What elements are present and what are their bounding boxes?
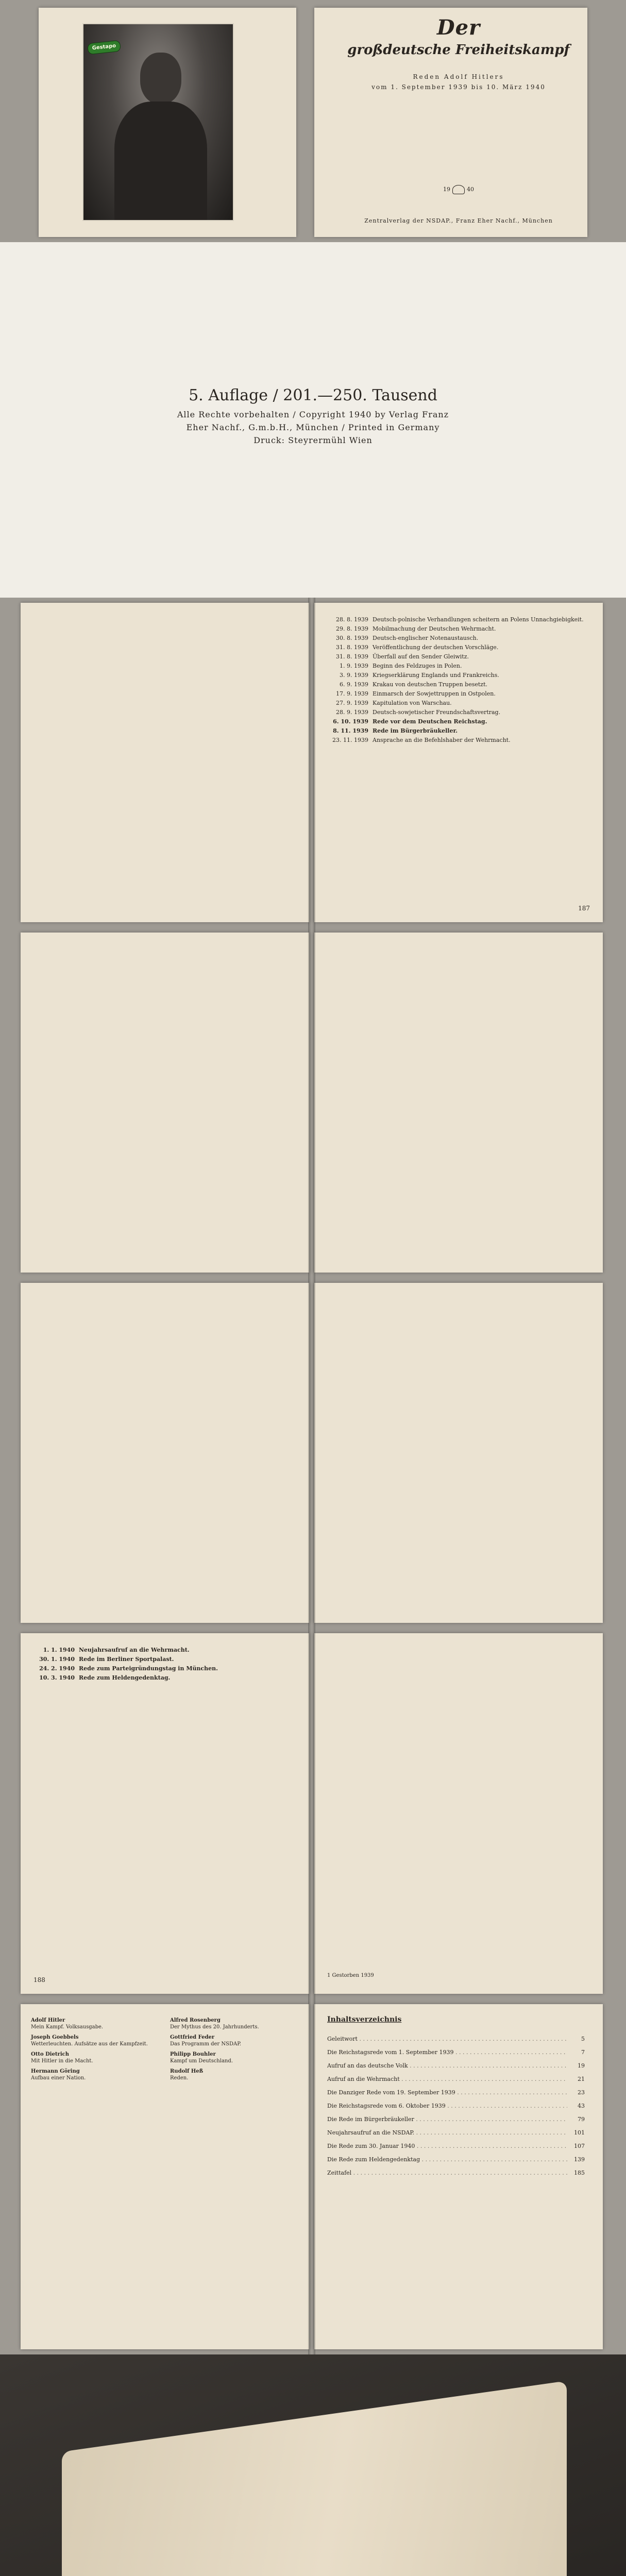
chrono-row (327, 625, 590, 633)
chrono-entry: Deutsch-polnische Verhandlungen scheitern an Polens Unnachgiebigkeit. (373, 616, 584, 623)
toc-row (327, 2059, 585, 2073)
printer-line: Druck: Steyrermühl Wien (253, 435, 373, 445)
toc-title: Geleitwort . . . (327, 2032, 567, 2046)
toc-page: 101 (574, 2129, 585, 2136)
chrono-date: 30. 1. 1940 (39, 1656, 75, 1663)
chrono-entry: Deutsch-sowjetischer Freundschaftsvertrag. (373, 709, 501, 716)
page-number: 188 (33, 1976, 45, 1984)
chronology-list (33, 1646, 296, 1683)
advert-item (170, 2068, 299, 2081)
chronology-page-left (21, 1283, 309, 1623)
toc-row (327, 2032, 585, 2046)
toc-list (327, 2032, 585, 2180)
advert-text: Mein Kampf. Volksausgabe. (31, 2024, 104, 2030)
advert-item (31, 2051, 160, 2064)
toc-page: 79 (578, 2116, 585, 2123)
publisher-emblem (442, 183, 476, 196)
book-gutter (308, 598, 315, 927)
chrono-entry: Rede zum Heldengedenktag. (79, 1674, 171, 1681)
chrono-row (327, 643, 590, 651)
emblem-left-text: 19 (443, 186, 450, 193)
toc-title: Die Rede zum Heldengedenktag . . . (327, 2153, 567, 2166)
advert-text: Mit Hitler in die Macht. (31, 2058, 93, 2064)
chrono-entry: Kriegserklärung Englands und Frankreichs. (373, 672, 499, 679)
green-sticker: Gestapo (87, 40, 121, 55)
portrait-head (140, 53, 181, 104)
book-subtitle: Reden Adolf Hitlers (413, 73, 504, 80)
chronology-panel-3 (0, 1278, 626, 1628)
chrono-row (327, 718, 590, 725)
chrono-date: 1. 9. 1939 (340, 663, 368, 669)
chrono-entry: Neujahrsaufruf an die Wehrmacht. (79, 1647, 190, 1653)
chrono-entry: Einmarsch der Sowjettruppen in Ostpolen. (373, 690, 496, 697)
portrait-photo (82, 23, 234, 221)
advert-text: Der Mythus des 20. Jahrhunderts. (170, 2024, 259, 2030)
advert-author: Gottfried Feder (170, 2035, 215, 2040)
chrono-entry: Mobilmachung der Deutschen Wehrmacht. (373, 625, 496, 632)
chrono-date: 27. 9. 1939 (336, 700, 368, 706)
chrono-row (327, 690, 590, 698)
toc-page: 139 (574, 2156, 585, 2163)
chrono-row (327, 671, 590, 679)
advert-item (170, 2051, 299, 2064)
toc-row (327, 2166, 585, 2180)
advert-author: Joseph Goebbels (31, 2035, 79, 2040)
chrono-entry: Krakau von deutschen Truppen besetzt. (373, 681, 487, 688)
publisher-line: Eher Nachf., G.m.b.H., München / Printed in Germany (186, 422, 440, 432)
chronology-list (327, 616, 590, 745)
chrono-date: 29. 8. 1939 (336, 625, 368, 632)
advert-item (31, 2034, 160, 2047)
curled-page (62, 2381, 567, 2576)
advert-author: Philipp Bouhler (170, 2052, 216, 2057)
eagle-icon (452, 185, 465, 194)
chrono-entry: Ansprache an die Befehlshaber der Wehrmacht. (373, 737, 511, 743)
toc-title: Die Rede zum 30. Januar 1940 . . . (327, 2140, 567, 2153)
chrono-entry: Rede zum Parteigründungstag in München. (79, 1665, 218, 1672)
chrono-row (33, 1646, 296, 1654)
chrono-entry: Kapitulation von Warschau. (373, 700, 452, 706)
chrono-entry: Veröffentlichung der deutschen Vorschläge. (373, 644, 499, 651)
toc-row (327, 2073, 585, 2086)
toc-row (327, 2153, 585, 2166)
advert-author: Adolf Hitler (31, 2018, 65, 2023)
chrono-entry: Rede im Bürgerbräukeller. (373, 727, 458, 734)
chrono-date: 30. 8. 1939 (336, 635, 368, 641)
title-der: Der (436, 15, 481, 40)
chronology-page-187 (314, 603, 603, 922)
chrono-entry: Beginn des Feldzuges in Polen. (373, 663, 462, 669)
chronology-page-right (314, 933, 603, 1273)
chrono-date: 23. 11. 1939 (332, 737, 368, 743)
toc-row (327, 2086, 585, 2099)
advert-page (21, 2004, 309, 2349)
toc-title: Zeittafel . . . (327, 2166, 567, 2180)
advert-text: Wetterleuchten. Aufsätze aus der Kampfzeit. (31, 2041, 148, 2047)
advert-item (170, 2017, 299, 2030)
toc-row (327, 2046, 585, 2059)
book-gutter (308, 1628, 315, 1999)
chronology-page-right (314, 1633, 603, 1994)
toc-page: 5 (581, 2036, 585, 2042)
toc-row (327, 2126, 585, 2140)
advert-author: Hermann Göring (31, 2069, 80, 2074)
toc-page: 21 (578, 2076, 585, 2082)
advert-item (31, 2068, 160, 2081)
rights-line: Alle Rechte vorbehalten / Copyright 1940 by Verlag Franz (177, 410, 449, 419)
imprint-panel (0, 242, 626, 598)
chrono-date: 6. 9. 1939 (340, 681, 368, 688)
book-title: großdeutsche Freiheitskampf (347, 42, 570, 58)
advert-text: Aufbau einer Nation. (31, 2075, 86, 2081)
advert-column-left (31, 2017, 160, 2085)
emblem-right-text: 40 (467, 186, 474, 193)
chrono-date: 31. 8. 1939 (336, 653, 368, 660)
chrono-date: 17. 9. 1939 (336, 690, 368, 697)
toc-page: 7 (581, 2049, 585, 2056)
toc-page: 23 (578, 2089, 585, 2096)
chrono-date: 6. 10. 1939 (333, 718, 368, 725)
toc-row (327, 2113, 585, 2126)
toc-page: 43 (578, 2103, 585, 2109)
advert-text: Das Programm der NSDAP. (170, 2041, 242, 2047)
toc-title: Die Reichstagsrede vom 6. Oktober 1939 . . . (327, 2099, 567, 2113)
chrono-row (327, 708, 590, 716)
toc-title: Die Rede im Bürgerbräukeller . . . (327, 2113, 567, 2126)
chronology-page-188 (21, 1633, 309, 1994)
advert-author: Otto Dietrich (31, 2052, 69, 2057)
chrono-row (327, 653, 590, 660)
book-gutter (308, 927, 315, 1278)
toc-title: Aufruf an das deutsche Volk . . . (327, 2059, 567, 2073)
chrono-entry: Rede im Berliner Sportpalast. (79, 1656, 174, 1663)
chrono-row (327, 727, 590, 735)
toc-title: Die Reichstagsrede vom 1. September 1939 . . . (327, 2046, 567, 2059)
toc-page: 185 (574, 2170, 585, 2176)
toc-page: 19 (578, 2062, 585, 2069)
footnote: 1 Gestorben 1939 (327, 1973, 374, 1978)
advert-author: Rudolf Heß (170, 2069, 204, 2074)
advert-item (170, 2034, 299, 2047)
chronology-page-left (21, 933, 309, 1273)
toc-page (314, 2004, 603, 2349)
chrono-date: 24. 2. 1940 (39, 1665, 75, 1672)
chronology-page-right (314, 1283, 603, 1623)
chrono-row (33, 1655, 296, 1663)
edition-line: 5. Auflage / 201.—250. Tausend (189, 386, 437, 404)
chrono-entry: Überfall auf den Sender Gleiwitz. (373, 653, 469, 660)
book-gutter (308, 1999, 315, 2354)
chrono-entry: Rede vor dem Deutschen Reichstag. (373, 718, 487, 725)
chrono-date: 8. 11. 1939 (333, 727, 368, 734)
chrono-entry: Deutsch-englischer Notenaustausch. (373, 635, 479, 641)
publisher-line: Zentralverlag der NSDAP., Franz Eher Nachf., München (364, 217, 553, 224)
advert-author: Alfred Rosenberg (170, 2018, 221, 2023)
chrono-row (327, 699, 590, 707)
chronology-panel-2 (0, 927, 626, 1278)
chrono-row (327, 681, 590, 688)
chronology-panel-4 (0, 1628, 626, 1999)
chrono-date: 28. 9. 1939 (336, 709, 368, 716)
toc-heading: Inhaltsverzeichnis (327, 2015, 402, 2024)
title-spread-panel (0, 0, 626, 242)
chrono-row (327, 616, 590, 623)
book-gutter (308, 1278, 315, 1628)
chrono-row (33, 1674, 296, 1682)
toc-title: Die Danziger Rede vom 19. September 1939 . . . (327, 2086, 567, 2099)
advert-item (31, 2017, 160, 2030)
chrono-date: 3. 9. 1939 (340, 672, 368, 679)
advert-text: Reden. (170, 2075, 189, 2081)
toc-title: Aufruf an die Wehrmacht . . . (327, 2073, 567, 2086)
chrono-date: 10. 3. 1940 (39, 1674, 75, 1681)
chrono-row (327, 634, 590, 642)
page-number: 187 (578, 905, 590, 912)
book-dates: vom 1. September 1939 bis 10. März 1940 (371, 83, 546, 91)
advert-text: Kampf um Deutschland. (170, 2058, 233, 2064)
open-book-photo (0, 2354, 626, 2576)
blank-left-page (21, 603, 309, 922)
portrait-body (114, 101, 207, 220)
advert-column-right (170, 2017, 299, 2085)
chrono-row (33, 1665, 296, 1672)
chrono-date: 31. 8. 1939 (336, 644, 368, 651)
frontispiece-page (39, 8, 296, 237)
chronology-panel-1 (0, 598, 626, 927)
chrono-row (327, 662, 590, 670)
toc-panel (0, 1999, 626, 2354)
toc-row (327, 2099, 585, 2113)
chrono-row (327, 736, 590, 744)
toc-page: 107 (574, 2143, 585, 2149)
toc-title: Neujahrsaufruf an die NSDAP. . . . (327, 2126, 567, 2140)
chrono-date: 28. 8. 1939 (336, 616, 368, 623)
toc-row (327, 2140, 585, 2153)
chrono-date: 1. 1. 1940 (43, 1647, 75, 1653)
